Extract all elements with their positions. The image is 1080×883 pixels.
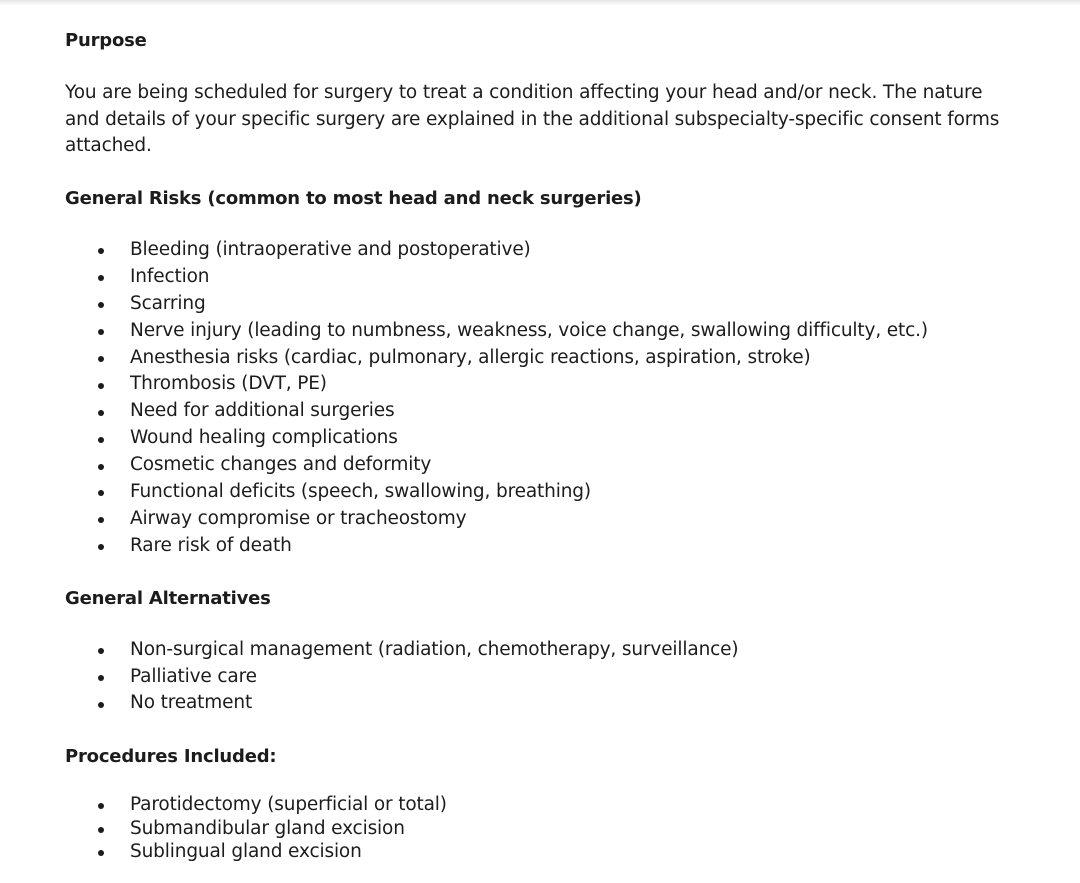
list-item-text: Palliative care <box>130 665 257 687</box>
list-item-text: Sublingual gland excision <box>130 841 362 863</box>
bullet-icon <box>98 410 104 416</box>
list-item <box>65 398 928 425</box>
list-item-text: Airway compromise or tracheostomy <box>130 507 467 529</box>
bullet-icon <box>98 275 104 281</box>
list-item-text: Wound healing complications <box>130 427 398 449</box>
list-item <box>65 345 928 372</box>
bullet-icon <box>98 383 104 389</box>
bullet-icon <box>98 827 104 833</box>
list-item <box>65 371 928 398</box>
list-item-text: Submandibular gland excision <box>130 817 405 839</box>
list-item <box>65 840 447 864</box>
list-item <box>65 637 738 664</box>
procedures-included-heading: Procedures Included: <box>65 746 277 767</box>
general-alternatives-heading: General Alternatives <box>65 588 271 609</box>
list-item <box>65 264 928 291</box>
general-risks-list <box>65 237 928 560</box>
bullet-icon <box>98 329 104 335</box>
procedures-included-list <box>65 793 447 864</box>
list-item-text: Infection <box>130 265 210 287</box>
list-item-text: No treatment <box>130 692 253 714</box>
bullet-icon <box>98 490 104 496</box>
bullet-icon <box>98 517 104 523</box>
bullet-icon <box>98 544 104 550</box>
list-item-text: Non-surgical management (radiation, chemotherapy, surveillance) <box>130 639 739 660</box>
bullet-icon <box>98 648 104 654</box>
list-item <box>65 237 928 264</box>
list-item-text: Bleeding (intraoperative and postoperative) <box>130 239 531 260</box>
list-item-text: Thrombosis (DVT, PE) <box>130 373 327 395</box>
bullet-icon <box>98 850 104 856</box>
list-item <box>65 425 928 452</box>
bullet-icon <box>98 803 104 809</box>
list-item-text: Scarring <box>130 292 206 314</box>
bullet-icon <box>98 675 104 681</box>
list-item-text: Cosmetic changes and deformity <box>130 454 432 476</box>
bullet-icon <box>98 702 104 708</box>
list-item <box>65 479 928 506</box>
list-item-text: Parotidectomy (superficial or total) <box>130 794 447 815</box>
list-item <box>65 318 928 345</box>
list-item <box>65 291 928 318</box>
purpose-paragraph: You are being scheduled for surgery to treat a condition affecting your head and/or neck. The nature and details of your specific surgery are explained in the additional subspecialty-specific consent forms attached. <box>65 82 1000 156</box>
list-item <box>65 506 928 533</box>
list-item-text: Rare risk of death <box>130 534 292 556</box>
list-item <box>65 533 928 560</box>
list-item <box>65 793 447 817</box>
list-item <box>65 817 447 841</box>
list-item-text: Need for additional surgeries <box>130 400 395 422</box>
bullet-icon <box>98 356 104 362</box>
bullet-icon <box>98 464 104 470</box>
bullet-icon <box>98 437 104 443</box>
purpose-heading: Purpose <box>65 30 147 51</box>
list-item-text: Functional deficits (speech, swallowing, breathing) <box>130 481 591 503</box>
list-item-text: Nerve injury (leading to numbness, weakness, voice change, swallowing difficulty, etc.) <box>130 319 928 341</box>
list-item <box>65 452 928 479</box>
list-item-text: Anesthesia risks (cardiac, pulmonary, allergic reactions, aspiration, stroke) <box>130 346 811 368</box>
bullet-icon <box>98 248 104 254</box>
general-risks-heading: General Risks (common to most head and neck surgeries) <box>65 188 642 209</box>
page-top-shadow <box>0 0 1080 6</box>
bullet-icon <box>98 302 104 308</box>
list-item <box>65 664 738 691</box>
list-item <box>65 690 738 717</box>
general-alternatives-list <box>65 637 738 717</box>
